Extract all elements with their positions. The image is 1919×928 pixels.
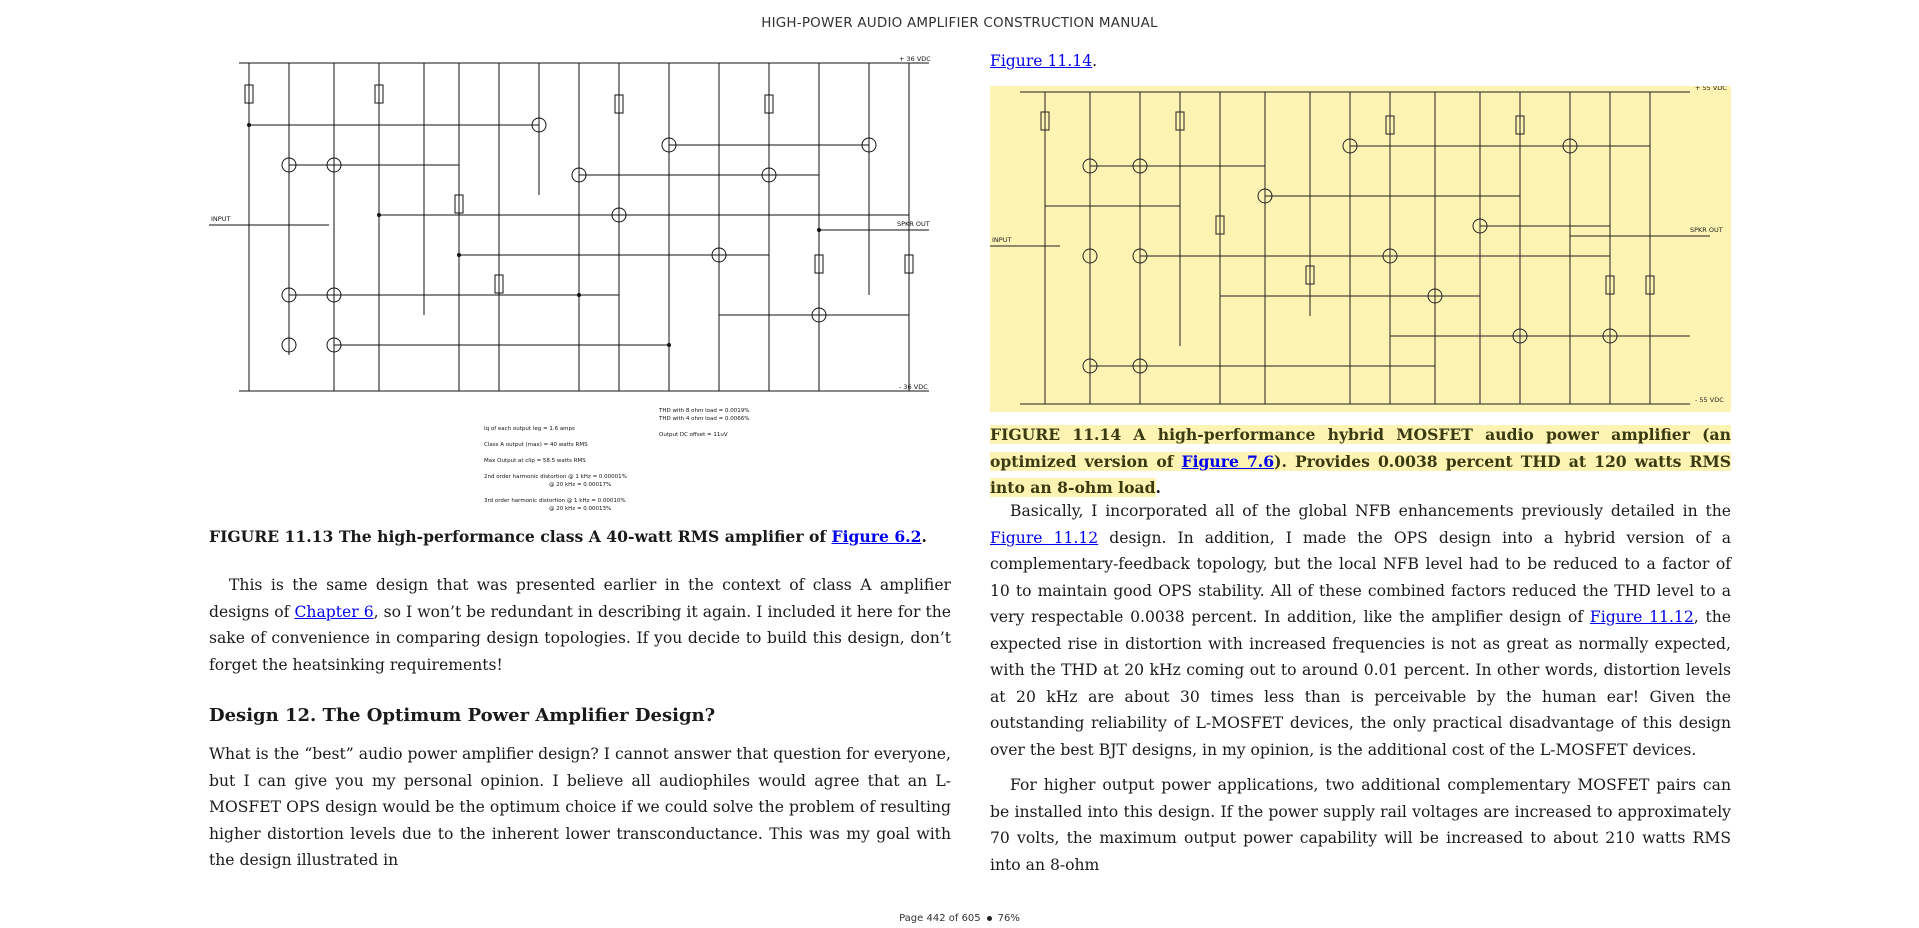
svg-text:Class A output (max) = 40 watt: Class A output (max) = 40 watts RMS <box>484 442 588 448</box>
figure-11-14-caption: FIGURE 11.14 A high-performance hybrid MOSFET audio power amplifier (an optimized version of Figure 7.6). Provides 0.0038 percent THD at 120 watts RMS into an 8-ohm load. <box>990 425 1731 497</box>
figure-11-14-link[interactable]: Figure 11.14 <box>990 52 1093 70</box>
fig13-input-label: INPUT <box>211 215 231 223</box>
svg-text:Output DC offset = 11uV: Output DC offset = 11uV <box>659 432 728 438</box>
fig13-rail-pos-label: + 36 VDC <box>899 55 931 63</box>
fig13-rail-neg-label: - 36 VDC <box>899 383 928 391</box>
figure-7-6-link[interactable]: Figure 7.6 <box>1181 451 1275 471</box>
svg-text:2nd order harmonic distortion: 2nd order harmonic distortion @ 1 kHz = 0.00001% <box>484 474 627 480</box>
figure-6-2-link[interactable]: Figure 6.2 <box>831 527 922 546</box>
figure-11-13-schematic <box>209 55 951 515</box>
left-paragraph-1: This is the same design that was presented earlier in the context of class A amplifier designs of Chapter 6, so I won’t be redundant in describing it again. I included it here for the sake of convenience in comparing design topologies. If you decide to build this design, don’t forget the heatsinking requirements! <box>209 576 951 674</box>
fig14-rail-neg-label: - 55 VDC <box>1695 396 1724 404</box>
figure-11-12-link-1[interactable]: Figure 11.12 <box>990 528 1099 547</box>
svg-text:Max Output at clip = 58.5 watt: Max Output at clip = 58.5 watts RMS <box>484 458 586 464</box>
right-paragraph-2: For higher output power applications, two additional complementary MOSFET pairs can be installed into this design. If the power supply rail voltages are increased to approximately 70 volts, the maximum output power capability will be increased to about 210 watts RMS into an 8-ohm <box>990 776 1731 874</box>
svg-text:Iq of each output leg = 1.6 am: Iq of each output leg = 1.6 amps <box>484 426 575 432</box>
running-header: HIGH-POWER AUDIO AMPLIFIER CONSTRUCTION MANUAL <box>761 15 1158 31</box>
fig14-rail-pos-label: + 55 VDC <box>1695 86 1727 92</box>
figure-11-12-link-2[interactable]: Figure 11.12 <box>1589 608 1694 626</box>
svg-text:3rd order harmonic distortion: 3rd order harmonic distortion @ 1 kHz = 0.00010% <box>484 498 626 504</box>
figure-11-14-schematic <box>990 86 1731 412</box>
chapter-6-link[interactable]: Chapter 6 <box>294 602 374 621</box>
page-status-footer <box>0 913 1919 924</box>
fig14-input-label: INPUT <box>992 236 1012 244</box>
section-heading-design-12: Design 12. The Optimum Power Amplifier Design? <box>209 705 716 726</box>
fig14-output-label: SPKR OUT <box>1690 226 1723 234</box>
page-number: Page 442 of 605 <box>899 913 981 924</box>
svg-text:THD with 4 ohm load = 0.0066%: THD with 4 ohm load = 0.0066% <box>659 416 750 422</box>
figure-11-14-ref: Figure 11.14. <box>990 52 1098 70</box>
separator-dot-icon <box>987 916 992 921</box>
fig13-output-label: SPKR OUT <box>897 220 930 228</box>
svg-text:@ 20 kHz = 0.00017%: @ 20 kHz = 0.00017% <box>549 482 612 488</box>
svg-text:THD with 8 ohm load = 0.0019%: THD with 8 ohm load = 0.0019% <box>659 408 750 414</box>
figure-11-13-caption: FIGURE 11.13 The high-performance class A 40-watt RMS amplifier of Figure 6.2. <box>209 527 927 546</box>
fig13-spec-notes <box>484 408 749 512</box>
left-paragraph-2: What is the “best” audio power amplifier design? I cannot answer that question for everyone, but I can give you my personal opinion. I believe all audiophiles would agree that an L-MOSFET OPS design would be the optimum choice if we could solve the problem of resulting higher distortion levels due to the inherent lower transconductance. This was my goal with the design illustrated in <box>209 745 951 869</box>
zoom-level: 76% <box>997 913 1020 924</box>
svg-text:@ 20 kHz = 0.00013%: @ 20 kHz = 0.00013% <box>549 506 612 512</box>
right-paragraph-1: Basically, I incorporated all of the global NFB enhancements previously detailed in the Figure 11.12 design. In addition, I made the OPS design into a hybrid version of a complementary-feedback topology, but the local NFB level had to be reduced to a factor of 10 to maintain good OPS stability. All of these combined factors reduced the THD level to a very respectable 0.0038 percent. In addition, like the amplifier design of Figure 11.12, the expected rise in distortion with increased frequencies is not as great as normally expected, with the THD at 20 kHz coming out to around 0.01 percent. In other words, distortion levels at 20 kHz are about 30 times less than is perceivable by the human ear! Given the outstanding reliability of L-MOSFET devices, the only practical disadvantage of this design over the best BJT designs, in my opinion, is the additional cost of the L-MOSFET devices. <box>990 502 1731 759</box>
